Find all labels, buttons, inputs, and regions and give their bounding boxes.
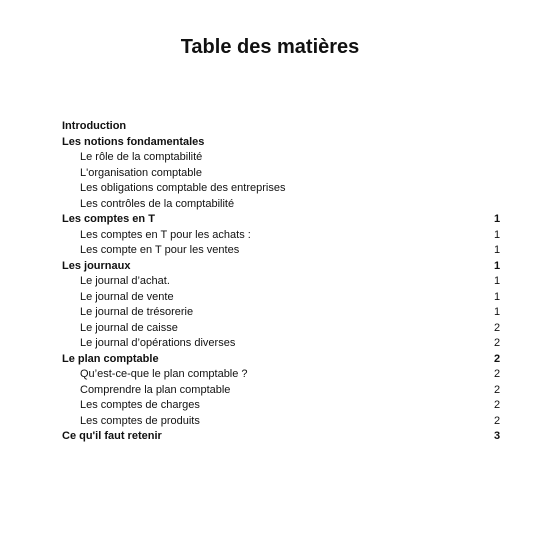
toc-entry-label: Les comptes de produits (80, 414, 200, 427)
toc-entry-label: L'organisation comptable (80, 166, 202, 179)
toc-entry-label: Les comptes de charges (80, 399, 200, 411)
toc-item-journal-caisse[interactable] (62, 321, 501, 337)
toc-item-journal-achat[interactable] (62, 274, 501, 290)
toc-item-quest-ce-que-plan-comptable[interactable] (62, 367, 501, 383)
toc-page-number: 2 (494, 383, 501, 396)
toc-section-comptes-en-t[interactable] (62, 212, 501, 228)
toc-section-notions-fondamentales[interactable] (62, 135, 498, 151)
toc-section-introduction[interactable] (62, 119, 498, 135)
toc-entry-label: Les compte en T pour les ventes (80, 244, 240, 256)
toc-page-number: 1 (494, 259, 501, 272)
toc-section-journaux[interactable] (62, 259, 501, 275)
toc-item-comptes-t-achats[interactable] (62, 228, 501, 244)
toc-item-journal-tresorerie[interactable] (62, 305, 501, 321)
toc-entry-label: Le rôle de la comptabilité (80, 151, 203, 163)
toc-section-plan-comptable[interactable] (62, 352, 501, 368)
table-of-contents (62, 119, 501, 445)
toc-page-number: 3 (494, 430, 501, 442)
toc-item-role-comptabilite[interactable] (62, 150, 498, 166)
toc-item-organisation-comptable[interactable] (62, 166, 498, 182)
toc-page-number: 2 (494, 352, 501, 365)
toc-entry-label: Qu’est-ce-que le plan comptable ? (80, 368, 248, 380)
toc-entry-label: Le journal d’achat. (80, 275, 170, 287)
toc-entry-label: Les notions fondamentales (62, 135, 205, 148)
toc-page-number: 2 (494, 399, 501, 411)
toc-section-ce-quil-faut-retenir[interactable] (62, 429, 501, 445)
toc-item-controles-comptabilite[interactable] (62, 197, 498, 213)
toc-item-comptes-charges[interactable] (62, 398, 501, 414)
toc-entry-label: Comprendre la plan comptable (80, 383, 231, 396)
toc-entry-label: Les comptes en T pour les achats : (80, 228, 251, 241)
toc-entry-label: Les contrôles de la comptabilité (80, 197, 235, 210)
toc-entry-label: Le plan comptable (62, 352, 159, 365)
toc-page-number: 1 (494, 244, 501, 256)
toc-entry-label: Ce qu'il faut retenir (62, 430, 162, 442)
toc-entry-label: Les journaux (62, 259, 131, 272)
toc-page-number: 2 (494, 321, 501, 334)
toc-page-number: 2 (494, 337, 501, 349)
toc-entry-label: Le journal d’opérations diverses (80, 337, 236, 349)
toc-item-journal-operations-diverses[interactable] (62, 336, 501, 352)
page-title: Table des matières (180, 36, 360, 58)
toc-item-comprendre-plan-comptable[interactable] (62, 383, 501, 399)
toc-item-journal-vente[interactable] (62, 290, 501, 306)
toc-entry-label: Les obligations comptable des entreprises (80, 182, 286, 194)
toc-page-number: 1 (494, 306, 501, 318)
toc-page-number: 1 (494, 228, 501, 241)
toc-page-number: 1 (494, 275, 501, 287)
toc-entry-label: Les comptes en T (62, 213, 155, 225)
toc-item-comptes-produits[interactable] (62, 414, 501, 430)
toc-page-number: 1 (494, 290, 501, 303)
toc-entry-label: Le journal de vente (80, 290, 174, 303)
toc-item-compte-t-ventes[interactable] (62, 243, 501, 259)
toc-entry-label: Le journal de caisse (80, 321, 178, 334)
toc-item-obligations-comptable[interactable] (62, 181, 498, 197)
toc-entry-label: Introduction (62, 120, 127, 132)
toc-page-number: 2 (494, 414, 501, 427)
toc-page-number: 1 (494, 213, 501, 225)
toc-entry-label: Le journal de trésorerie (80, 306, 194, 318)
toc-page-number: 2 (494, 368, 501, 380)
